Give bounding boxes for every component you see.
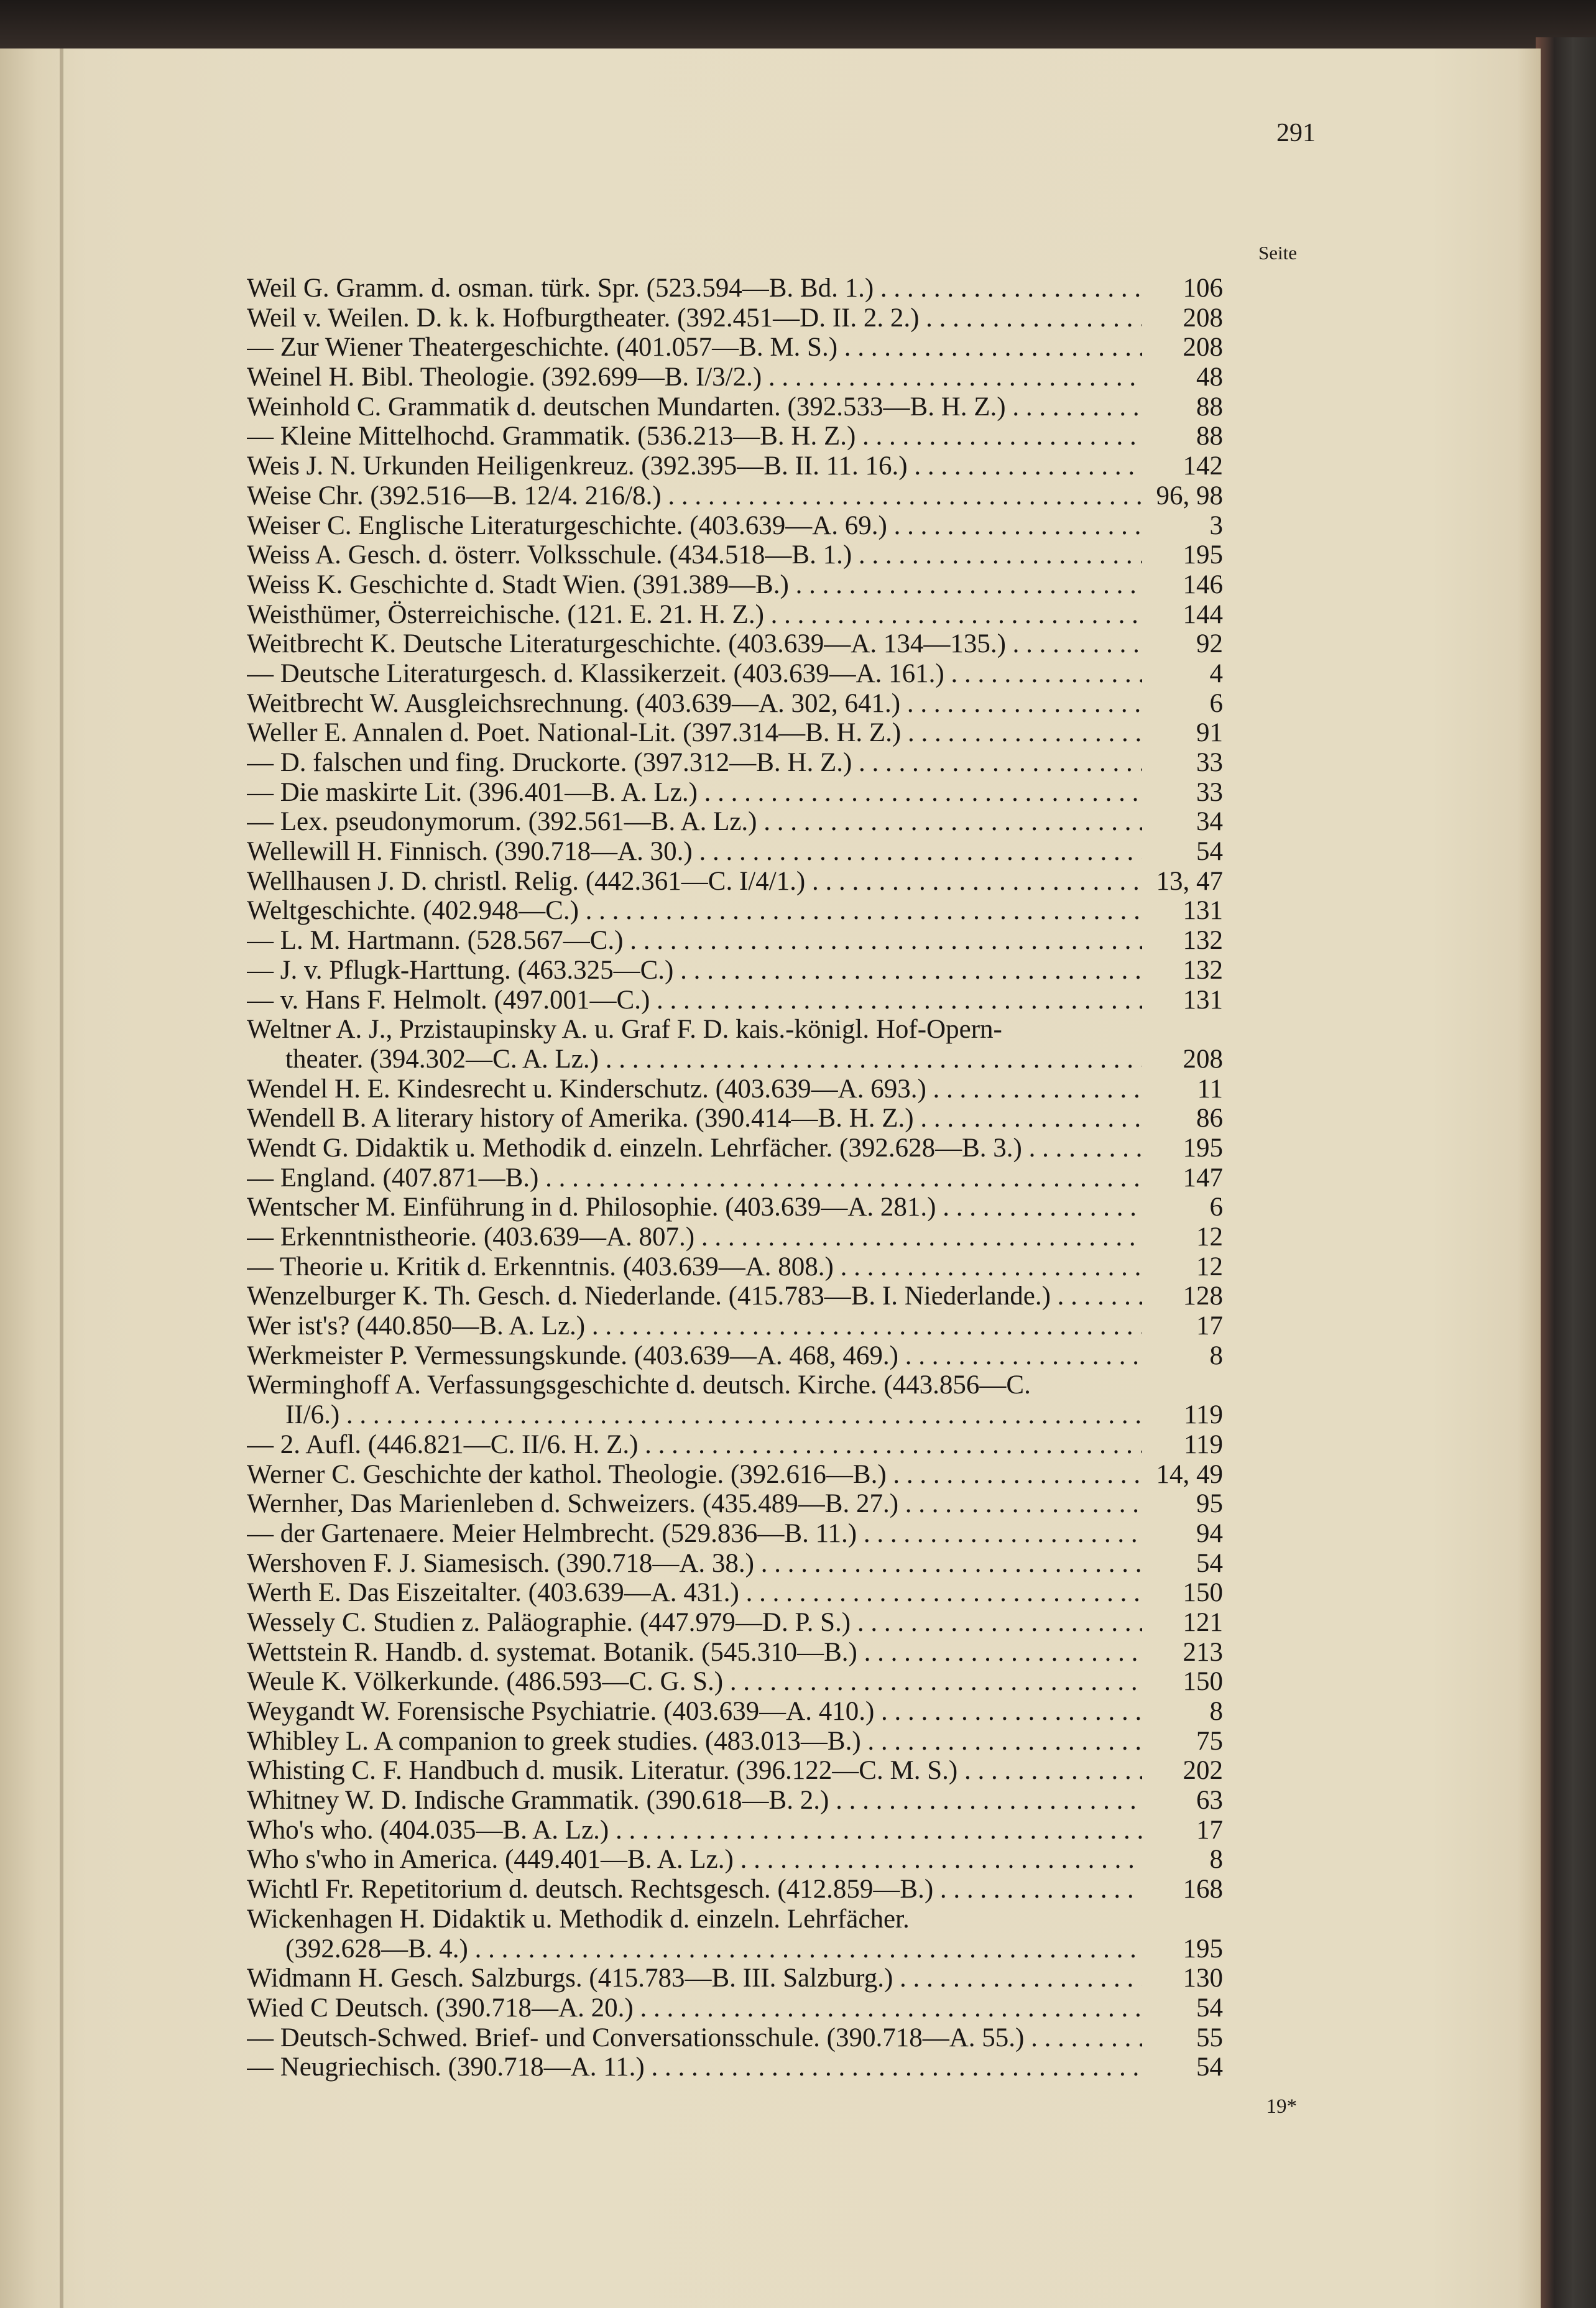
entry-page-number: 54 bbox=[1196, 1993, 1223, 2023]
index-entry bbox=[247, 1193, 1223, 1222]
entry-page-number: 34 bbox=[1196, 807, 1223, 837]
entry-title: Wettstein R. Handb. d. systemat. Botanik. (545.310—B.) . . . bbox=[247, 1638, 1142, 1668]
entry-title: — Neugriechisch. (390.718—A. 11.) . . . bbox=[247, 2052, 1142, 2082]
entry-title: Weil v. Weilen. D. k. k. Hofburgtheater. (392.451—D. II. 2. 2.) . . . bbox=[247, 303, 1142, 333]
entry-title: — Die maskirte Lit. (396.401—B. A. Lz.) . . . bbox=[247, 778, 1142, 808]
entry-page-number: 8 bbox=[1209, 1845, 1223, 1875]
index-entry bbox=[247, 1667, 1223, 1697]
entry-title: — Lex. pseudonymorum. (392.561—B. A. Lz.) . . . bbox=[247, 807, 1142, 837]
book-spine-edge bbox=[1536, 37, 1596, 2308]
index-entry bbox=[247, 392, 1223, 422]
entry-page-number: 213 bbox=[1183, 1637, 1223, 1667]
signature-mark: 19* bbox=[1266, 2095, 1297, 2118]
entry-title: Weltgeschichte. (402.948—C.) . . . bbox=[247, 896, 1142, 926]
entry-title: Whisting C. F. Handbuch d. musik. Literatur. (396.122—C. M. S.) . . . bbox=[247, 1756, 1142, 1786]
entry-title: Werth E. Das Eiszeitalter. (403.639—A. 431.) . . . bbox=[247, 1578, 1142, 1608]
index-entry bbox=[247, 659, 1223, 689]
entry-page-number: 8 bbox=[1209, 1341, 1223, 1370]
page-gutter bbox=[60, 48, 63, 2308]
entry-title: — 2. Aufl. (446.821—C. II/6. H. Z.) . . . bbox=[247, 1430, 1142, 1460]
index-entry bbox=[247, 867, 1223, 897]
entry-title: Weisthümer, Österreichische. (121. E. 21. H. Z.) . . . bbox=[247, 600, 1142, 630]
entry-title: — L. M. Hartmann. (528.567—C.) . . . bbox=[247, 926, 1142, 956]
entry-title: Weinhold C. Grammatik d. deutschen Mundarten. (392.533—B. H. Z.) . . . bbox=[247, 392, 1142, 422]
index-entry bbox=[247, 303, 1223, 333]
entry-page-number: 195 bbox=[1183, 540, 1223, 570]
entry-page-number: 55 bbox=[1196, 2023, 1223, 2052]
entry-page-number: 150 bbox=[1183, 1667, 1223, 1697]
index-entry bbox=[247, 1756, 1223, 1786]
entry-title: Weis J. N. Urkunden Heiligenkreuz. (392.395—B. II. 11. 16.) . . . bbox=[247, 451, 1142, 481]
index-entry bbox=[247, 1727, 1223, 1756]
entry-title: Weygandt W. Forensische Psychiatrie. (403.639—A. 410.) . . . bbox=[247, 1697, 1142, 1727]
index-entry bbox=[247, 837, 1223, 867]
index-entry bbox=[247, 807, 1223, 837]
entry-page-number: 6 bbox=[1209, 1193, 1223, 1222]
index-entry bbox=[247, 1489, 1223, 1519]
entry-title: Widmann H. Gesch. Salzburgs. (415.783—B. III. Salzburg.) . . . bbox=[247, 1964, 1142, 1993]
entry-page-number: 131 bbox=[1183, 896, 1223, 926]
entry-page-number: 91 bbox=[1196, 718, 1223, 748]
index-entry bbox=[247, 540, 1223, 570]
entry-title: Wickenhagen H. Didaktik u. Methodik d. einzeln. Lehrfächer. bbox=[247, 1904, 910, 1934]
index-entry bbox=[247, 629, 1223, 659]
index-entry bbox=[247, 1460, 1223, 1490]
index-entry bbox=[247, 1638, 1223, 1668]
entry-title: — Kleine Mittelhochd. Grammatik. (536.213—B. H. Z.) . . . bbox=[247, 422, 1142, 451]
entry-title: Wendell B. A literary history of Amerika. (390.414—B. H. Z.) . . . bbox=[247, 1104, 1142, 1133]
entry-page-number: 12 bbox=[1196, 1222, 1223, 1252]
entry-title: — Deutsche Literaturgesch. d. Klassikerzeit. (403.639—A. 161.) . . . bbox=[247, 659, 1142, 689]
entry-page-number: 132 bbox=[1183, 955, 1223, 985]
index-entry bbox=[247, 1281, 1223, 1311]
entry-page-number: 132 bbox=[1183, 926, 1223, 956]
entry-title: — v. Hans F. Helmolt. (497.001—C.) . . . bbox=[247, 986, 1142, 1015]
entry-page-number: 17 bbox=[1196, 1311, 1223, 1341]
index-entry bbox=[247, 1816, 1223, 1845]
index-entry bbox=[247, 1370, 1223, 1429]
entry-title: — Erkenntnistheorie. (403.639—A. 807.) . . . bbox=[247, 1222, 1142, 1252]
index-entry bbox=[247, 1993, 1223, 2023]
index-entry bbox=[247, 1430, 1223, 1460]
entry-page-number: 150 bbox=[1183, 1578, 1223, 1608]
entry-title: Weinel H. Bibl. Theologie. (392.699—B. I/3/2.) . . . bbox=[247, 362, 1142, 392]
index-entry bbox=[247, 778, 1223, 808]
entry-page-number: 119 bbox=[1184, 1429, 1223, 1459]
entry-page-number: 86 bbox=[1196, 1104, 1223, 1133]
entry-page-number: 11 bbox=[1197, 1074, 1223, 1104]
index-entry bbox=[247, 333, 1223, 362]
index-entry bbox=[247, 274, 1223, 303]
index-entry bbox=[247, 1549, 1223, 1579]
index-entry bbox=[247, 1904, 1223, 1964]
entry-page-number: 195 bbox=[1183, 1133, 1223, 1163]
entry-title: Weitbrecht W. Ausgleichsrechnung. (403.639—A. 302, 641.) . . . bbox=[247, 689, 1142, 719]
entry-page-number: 54 bbox=[1196, 1548, 1223, 1578]
entry-page-number: 208 bbox=[1183, 333, 1223, 362]
entry-title: Wenzelburger K. Th. Gesch. d. Niederlande. (415.783—B. I. Niederlande.) . . . bbox=[247, 1281, 1142, 1311]
entry-title: Werner C. Geschichte der kathol. Theologie. (392.616—B.) . . . bbox=[247, 1460, 1142, 1490]
entry-title: Wernher, Das Marienleben d. Schweizers. (435.489—B. 27.) . . . bbox=[247, 1489, 1142, 1519]
entry-title: Wershoven F. J. Siamesisch. (390.718—A. 38.) . . . bbox=[247, 1549, 1142, 1579]
entry-page-number: 147 bbox=[1183, 1163, 1223, 1193]
index-entry bbox=[247, 718, 1223, 748]
entry-page-number: 208 bbox=[1183, 303, 1223, 333]
index-entry bbox=[247, 362, 1223, 392]
entry-page-number: 121 bbox=[1183, 1607, 1223, 1637]
index-entry bbox=[247, 689, 1223, 719]
entry-page-number: 92 bbox=[1196, 629, 1223, 659]
index-entry bbox=[247, 2052, 1223, 2082]
index-entry bbox=[247, 1252, 1223, 1282]
entry-title: Wer ist's? (440.850—B. A. Lz.) . . . bbox=[247, 1311, 1142, 1341]
index-entry bbox=[247, 1608, 1223, 1638]
entry-title: Wendel H. E. Kindesrecht u. Kinderschutz. (403.639—A. 693.) . . . bbox=[247, 1074, 1142, 1104]
index-entry bbox=[247, 570, 1223, 600]
entry-title: — Deutsch-Schwed. Brief- und Conversationsschule. (390.718—A. 55.) . . . bbox=[247, 2023, 1142, 2053]
index-entry bbox=[247, 1104, 1223, 1133]
seite-column-header: Seite bbox=[1258, 242, 1297, 264]
entry-page-number: 142 bbox=[1183, 451, 1223, 481]
entry-page-number: 4 bbox=[1209, 658, 1223, 688]
entry-title: — Zur Wiener Theatergeschichte. (401.057—B. M. S.) . . . bbox=[247, 333, 1142, 362]
index-entry bbox=[247, 1519, 1223, 1549]
entry-page-number: 12 bbox=[1196, 1252, 1223, 1281]
entry-title: Who s'who in America. (449.401—B. A. Lz.) . . . bbox=[247, 1845, 1142, 1875]
entry-title: Wied C Deutsch. (390.718—A. 20.) . . . bbox=[247, 1993, 1142, 2023]
index-entry bbox=[247, 1964, 1223, 1993]
entry-title: Weule K. Völkerkunde. (486.593—C. G. S.) . . . bbox=[247, 1667, 1142, 1697]
entry-page-number: 128 bbox=[1183, 1281, 1223, 1311]
entry-page-number: 146 bbox=[1183, 570, 1223, 599]
index-entry bbox=[247, 1875, 1223, 1904]
entry-title: Werminghoff A. Verfassungsgeschichte d. deutsch. Kirche. (443.856—C. bbox=[247, 1370, 1031, 1400]
entry-page-number: 8 bbox=[1209, 1697, 1223, 1727]
index-entry bbox=[247, 926, 1223, 956]
entry-page-number: 94 bbox=[1196, 1518, 1223, 1548]
index-entry bbox=[247, 896, 1223, 926]
entry-page-number: 96, 98 bbox=[1156, 481, 1223, 510]
entry-page-number: 6 bbox=[1209, 688, 1223, 718]
entry-page-number: 54 bbox=[1196, 837, 1223, 867]
entry-title: Wichtl Fr. Repetitorium d. deutsch. Rechtsgesch. (412.859—B.) . . . bbox=[247, 1875, 1142, 1904]
index-entry bbox=[247, 956, 1223, 986]
index-list bbox=[247, 274, 1223, 2082]
entry-page-number: 208 bbox=[1183, 1044, 1223, 1074]
index-entry bbox=[247, 1341, 1223, 1371]
index-entry bbox=[247, 1578, 1223, 1608]
entry-page-number: 75 bbox=[1196, 1726, 1223, 1756]
index-entry bbox=[247, 1163, 1223, 1193]
entry-page-number: 119 bbox=[1184, 1400, 1223, 1430]
entry-title: Wellewill H. Finnisch. (390.718—A. 30.) . . . bbox=[247, 837, 1142, 867]
entry-page-number: 17 bbox=[1196, 1815, 1223, 1845]
entry-title: Wessely C. Studien z. Paläographie. (447.979—D. P. S.) . . . bbox=[247, 1608, 1142, 1638]
index-entry bbox=[247, 451, 1223, 481]
entry-page-number: 195 bbox=[1183, 1934, 1223, 1964]
index-entry bbox=[247, 1697, 1223, 1727]
entry-title: Weiss K. Geschichte d. Stadt Wien. (391.389—B.) . . . bbox=[247, 570, 1142, 600]
entry-title: — England. (407.871—B.) . . . bbox=[247, 1163, 1142, 1193]
page-number: 291 bbox=[1276, 119, 1316, 147]
index-entry bbox=[247, 481, 1223, 511]
entry-title: — Theorie u. Kritik d. Erkenntnis. (403.639—A. 808.) . . . bbox=[247, 1252, 1142, 1282]
entry-title: Weltner A. J., Przistaupinsky A. u. Graf F. D. kais.-königl. Hof-Opern- bbox=[247, 1015, 1002, 1045]
index-entry bbox=[247, 1786, 1223, 1816]
entry-title: Weise Chr. (392.516—B. 12/4. 216/8.) . . . bbox=[247, 481, 1142, 511]
entry-title-continuation: II/6.) . . . bbox=[247, 1400, 1142, 1430]
entry-title: Wentscher M. Einführung in d. Philosophie. (403.639—A. 281.) . . . bbox=[247, 1193, 1142, 1222]
entry-title: — J. v. Pflugk-Harttung. (463.325—C.) . . . bbox=[247, 956, 1142, 986]
entry-title: Weil G. Gramm. d. osman. türk. Spr. (523.594—B. Bd. 1.) . . . bbox=[247, 274, 1142, 303]
entry-page-number: 33 bbox=[1196, 777, 1223, 807]
entry-page-number: 95 bbox=[1196, 1489, 1223, 1519]
entry-title: Who's who. (404.035—B. A. Lz.) . . . bbox=[247, 1816, 1142, 1845]
entry-page-number: 88 bbox=[1196, 422, 1223, 451]
index-entry bbox=[247, 986, 1223, 1015]
entry-page-number: 144 bbox=[1183, 599, 1223, 629]
entry-page-number: 14, 49 bbox=[1156, 1459, 1223, 1489]
entry-page-number: 63 bbox=[1196, 1786, 1223, 1816]
entry-page-number: 106 bbox=[1183, 274, 1223, 303]
entry-page-number: 3 bbox=[1209, 510, 1223, 540]
index-entry bbox=[247, 1074, 1223, 1104]
entry-title: Whitney W. D. Indische Grammatik. (390.618—B. 2.) . . . bbox=[247, 1786, 1142, 1816]
entry-title: Wendt G. Didaktik u. Methodik d. einzeln. Lehrfächer. (392.628—B. 3.) . . . bbox=[247, 1133, 1142, 1163]
entry-title: Weiser C. Englische Literaturgeschichte. (403.639—A. 69.) . . . bbox=[247, 511, 1142, 541]
entry-page-number: 202 bbox=[1183, 1756, 1223, 1786]
entry-title: Weitbrecht K. Deutsche Literaturgeschichte. (403.639—A. 134—135.) . . . bbox=[247, 629, 1142, 659]
entry-title: Wellhausen J. D. christl. Relig. (442.361—C. I/4/1.) . . . bbox=[247, 867, 1142, 897]
entry-page-number: 13, 47 bbox=[1156, 866, 1223, 896]
entry-page-number: 88 bbox=[1196, 392, 1223, 422]
entry-page-number: 131 bbox=[1183, 985, 1223, 1015]
entry-title: Weiss A. Gesch. d. österr. Volksschule. (434.518—B. 1.) . . . bbox=[247, 540, 1142, 570]
entry-title: — der Gartenaere. Meier Helmbrecht. (529.836—B. 11.) . . . bbox=[247, 1519, 1142, 1549]
index-entry bbox=[247, 1133, 1223, 1163]
entry-title: Whibley L. A companion to greek studies. (483.013—B.) . . . bbox=[247, 1727, 1142, 1756]
entry-title: Weller E. Annalen d. Poet. National-Lit. (397.314—B. H. Z.) . . . bbox=[247, 718, 1142, 748]
index-entry bbox=[247, 422, 1223, 451]
index-entry bbox=[247, 600, 1223, 630]
index-entry bbox=[247, 1311, 1223, 1341]
entry-page-number: 48 bbox=[1196, 362, 1223, 392]
entry-page-number: 130 bbox=[1183, 1964, 1223, 1993]
entry-page-number: 54 bbox=[1196, 2052, 1223, 2082]
entry-page-number: 168 bbox=[1183, 1875, 1223, 1904]
entry-page-number: 33 bbox=[1196, 748, 1223, 777]
entry-title: — D. falschen und fing. Druckorte. (397.312—B. H. Z.) . . . bbox=[247, 748, 1142, 778]
index-entry bbox=[247, 1845, 1223, 1875]
index-entry bbox=[247, 2023, 1223, 2053]
index-entry bbox=[247, 1222, 1223, 1252]
entry-title-continuation: theater. (394.302—C. A. Lz.) . . . bbox=[247, 1045, 1142, 1074]
entry-title: Werkmeister P. Vermessungskunde. (403.639—A. 468, 469.) . . . bbox=[247, 1341, 1142, 1371]
index-entry bbox=[247, 511, 1223, 541]
index-entry bbox=[247, 748, 1223, 778]
index-entry bbox=[247, 1015, 1223, 1074]
entry-title-continuation: (392.628—B. 4.) . . . bbox=[247, 1934, 1142, 1964]
